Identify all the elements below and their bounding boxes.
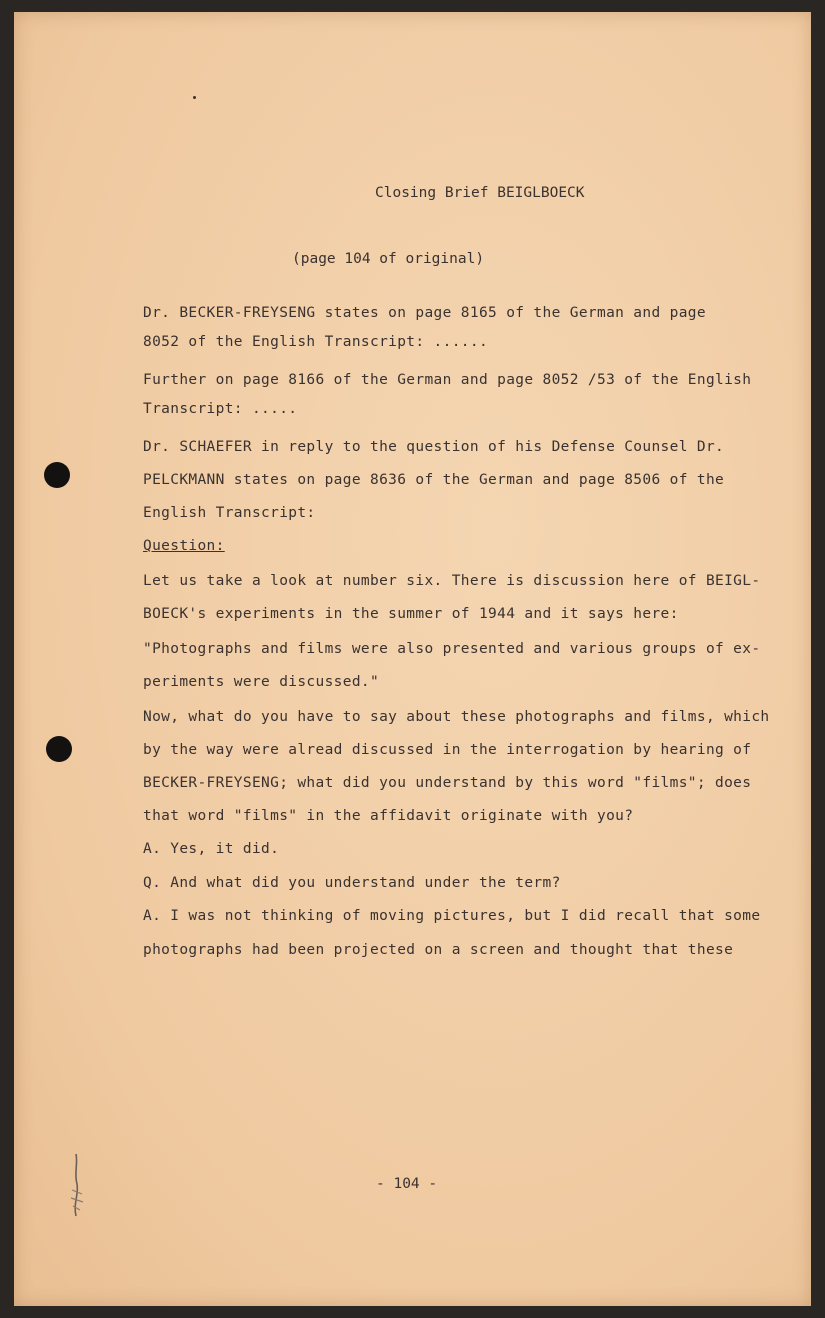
text-line: Transcript: .....	[143, 401, 298, 417]
text-line: Further on page 8166 of the German and page 8052 /53 of the English	[143, 372, 752, 388]
text-line: A. I was not thinking of moving pictures, but I did recall that some	[143, 908, 761, 924]
text-line: BECKER-FREYSENG; what did you understand by this word "films"; does	[143, 775, 752, 791]
punch-hole	[44, 462, 70, 488]
text-line: Dr. BECKER-FREYSENG states on page 8165 of the German and page	[143, 305, 706, 321]
text-line: Let us take a look at number six. There is discussion here of BEIGL-	[143, 573, 761, 589]
handwritten-mark	[58, 1150, 98, 1222]
text-line: Q. And what did you understand under the term?	[143, 875, 561, 891]
document-page	[14, 12, 811, 1306]
ink-speck	[193, 96, 196, 99]
text-line: periments were discussed."	[143, 674, 380, 690]
text-line: that word "films" in the affidavit originate with you?	[143, 808, 634, 824]
page-title: Closing Brief BEIGLBOECK	[375, 185, 585, 201]
text-line: PELCKMANN states on page 8636 of the German and page 8506 of the	[143, 472, 725, 488]
page-number: - 104 -	[376, 1176, 438, 1192]
question-heading: Question:	[143, 538, 225, 554]
text-line: "Photographs and films were also presented and various groups of ex-	[143, 641, 761, 657]
text-line: BOECK's experiments in the summer of 1944 and it says here:	[143, 606, 679, 622]
text-line: by the way were alread discussed in the interrogation by hearing of	[143, 742, 752, 758]
text-line: English Transcript:	[143, 505, 316, 521]
punch-hole	[46, 736, 72, 762]
text-line: photographs had been projected on a screen and thought that these	[143, 942, 734, 958]
text-line: Dr. SCHAEFER in reply to the question of his Defense Counsel Dr.	[143, 439, 725, 455]
text-line: A. Yes, it did.	[143, 841, 280, 857]
text-line: Now, what do you have to say about these photographs and films, which	[143, 709, 770, 725]
page-subtitle: (page 104 of original)	[292, 251, 485, 267]
text-line: 8052 of the English Transcript: ......	[143, 334, 489, 350]
